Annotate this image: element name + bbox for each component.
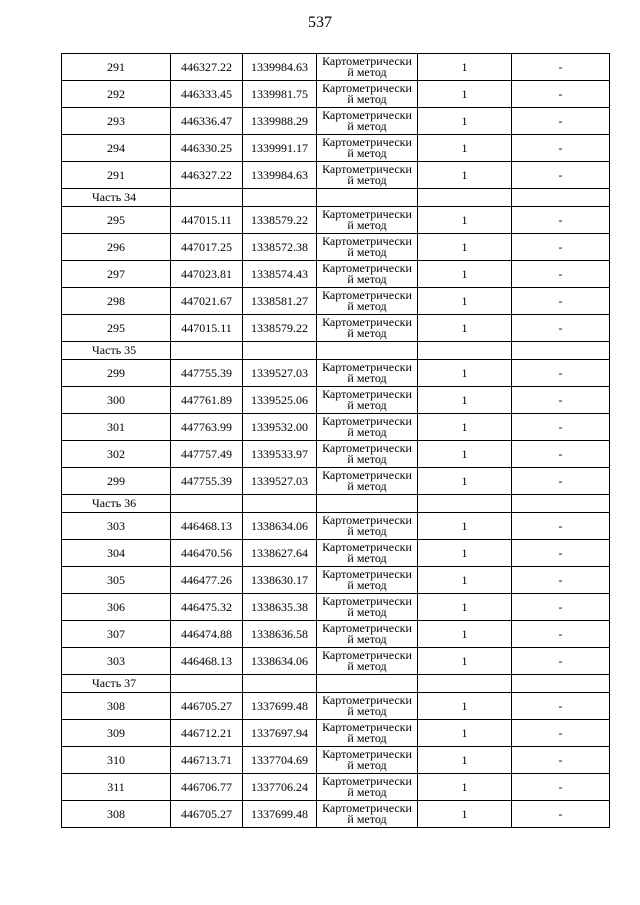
description-value: -: [512, 261, 610, 288]
method-text-line1: Картометрически: [322, 135, 412, 149]
point-number: 302: [62, 441, 171, 468]
method-text-line1: Картометрически: [322, 162, 412, 176]
point-number: 299: [62, 468, 171, 495]
method-text-line2: й метод: [347, 299, 387, 313]
point-number: 308: [62, 693, 171, 720]
table-row: [62, 720, 610, 747]
description-value: -: [512, 774, 610, 801]
method-cell: [317, 441, 418, 468]
method-text-line1: Картометрически: [322, 621, 412, 635]
method-text-line2: й метод: [347, 272, 387, 286]
table-row: [62, 108, 610, 135]
method-text-line1: Картометрически: [322, 567, 412, 581]
accuracy-value: 1: [418, 621, 512, 648]
description-value: -: [512, 540, 610, 567]
description-value: -: [512, 648, 610, 675]
point-number: 293: [62, 108, 171, 135]
method-text-line1: Картометрически: [322, 288, 412, 302]
coordinate-y: 1338579.22: [243, 315, 317, 342]
coordinate-y: 1339981.75: [243, 81, 317, 108]
method-cell: [317, 108, 418, 135]
coordinate-x: 447021.67: [171, 288, 243, 315]
method-text-line2: й метод: [347, 605, 387, 619]
method-text-line1: Картометрически: [322, 648, 412, 662]
method-text-line2: й метод: [347, 452, 387, 466]
method-cell: [317, 234, 418, 261]
point-number: 310: [62, 747, 171, 774]
description-value: -: [512, 747, 610, 774]
method-text-line2: й метод: [347, 218, 387, 232]
table-row: [62, 621, 610, 648]
accuracy-value: 1: [418, 414, 512, 441]
method-text-line1: Картометрически: [322, 468, 412, 482]
description-value: -: [512, 720, 610, 747]
method-text-line2: й метод: [347, 524, 387, 538]
method-cell: [317, 288, 418, 315]
method-text-line1: Картометрически: [322, 207, 412, 221]
empty-cell: [512, 189, 610, 207]
coordinate-x: 447015.11: [171, 315, 243, 342]
part-label: Часть 34: [62, 189, 171, 207]
method-cell: [317, 720, 418, 747]
accuracy-value: 1: [418, 594, 512, 621]
method-text-line2: й метод: [347, 704, 387, 718]
coordinate-x: 446474.88: [171, 621, 243, 648]
table-row: [62, 747, 610, 774]
method-text-line2: й метод: [347, 92, 387, 106]
method-text-line1: Картометрически: [322, 108, 412, 122]
table-row: [62, 513, 610, 540]
table-row: [62, 693, 610, 720]
table-row: [62, 315, 610, 342]
table-row: [62, 468, 610, 495]
method-text-line1: Картометрически: [322, 234, 412, 248]
description-value: -: [512, 594, 610, 621]
coordinate-y: 1339532.00: [243, 414, 317, 441]
accuracy-value: 1: [418, 207, 512, 234]
method-text-line1: Картометрически: [322, 387, 412, 401]
accuracy-value: 1: [418, 54, 512, 81]
accuracy-value: 1: [418, 261, 512, 288]
point-number: 304: [62, 540, 171, 567]
description-value: -: [512, 288, 610, 315]
coordinate-x: 447755.39: [171, 468, 243, 495]
method-text-line1: Картометрически: [322, 441, 412, 455]
description-value: -: [512, 135, 610, 162]
coordinate-y: 1339527.03: [243, 468, 317, 495]
coordinate-y: 1339525.06: [243, 387, 317, 414]
description-value: -: [512, 162, 610, 189]
page-number: 537: [308, 14, 332, 31]
empty-cell: [418, 675, 512, 693]
method-cell: [317, 387, 418, 414]
accuracy-value: 1: [418, 513, 512, 540]
method-cell: [317, 567, 418, 594]
empty-cell: [243, 495, 317, 513]
coordinate-x: 447763.99: [171, 414, 243, 441]
coordinate-y: 1337699.48: [243, 801, 317, 828]
method-text-line1: Картометрически: [322, 414, 412, 428]
empty-cell: [171, 495, 243, 513]
method-cell: [317, 540, 418, 567]
accuracy-value: 1: [418, 540, 512, 567]
coordinates-table: [61, 53, 610, 828]
table-row: [62, 162, 610, 189]
point-number: 300: [62, 387, 171, 414]
coordinate-y: 1339984.63: [243, 162, 317, 189]
description-value: -: [512, 468, 610, 495]
method-cell: [317, 594, 418, 621]
table-row: [62, 801, 610, 828]
coordinate-y: 1338627.64: [243, 540, 317, 567]
method-text-line1: Картометрически: [322, 261, 412, 275]
method-text-line1: Картометрически: [322, 720, 412, 734]
coordinate-y: 1339984.63: [243, 54, 317, 81]
description-value: -: [512, 414, 610, 441]
accuracy-value: 1: [418, 720, 512, 747]
accuracy-value: 1: [418, 135, 512, 162]
method-text-line2: й метод: [347, 812, 387, 826]
empty-cell: [317, 342, 418, 360]
method-cell: [317, 648, 418, 675]
method-text-line2: й метод: [347, 173, 387, 187]
coordinate-x: 447761.89: [171, 387, 243, 414]
accuracy-value: 1: [418, 234, 512, 261]
point-number: 303: [62, 513, 171, 540]
empty-cell: [512, 675, 610, 693]
description-value: -: [512, 108, 610, 135]
empty-cell: [171, 189, 243, 207]
table-row: [62, 135, 610, 162]
description-value: -: [512, 441, 610, 468]
description-value: -: [512, 234, 610, 261]
point-number: 298: [62, 288, 171, 315]
method-cell: [317, 774, 418, 801]
table-row: [62, 234, 610, 261]
method-cell: [317, 207, 418, 234]
table-row: [62, 288, 610, 315]
method-text-line1: Картометрически: [322, 54, 412, 68]
table-row: [62, 54, 610, 81]
method-text-line2: й метод: [347, 245, 387, 259]
empty-cell: [418, 189, 512, 207]
description-value: -: [512, 387, 610, 414]
coordinate-y: 1338572.38: [243, 234, 317, 261]
method-text-line2: й метод: [347, 65, 387, 79]
point-number: 296: [62, 234, 171, 261]
table-row: [62, 414, 610, 441]
method-text-line1: Картометрически: [322, 774, 412, 788]
method-cell: [317, 801, 418, 828]
point-number: 299: [62, 360, 171, 387]
coordinate-x: 446468.13: [171, 648, 243, 675]
coordinate-x: 446713.71: [171, 747, 243, 774]
coordinate-x: 446470.56: [171, 540, 243, 567]
method-cell: [317, 747, 418, 774]
table-row: [62, 261, 610, 288]
accuracy-value: 1: [418, 108, 512, 135]
point-number: 295: [62, 207, 171, 234]
point-number: 305: [62, 567, 171, 594]
method-text-line1: Картометрически: [322, 513, 412, 527]
method-cell: [317, 360, 418, 387]
coordinate-y: 1337697.94: [243, 720, 317, 747]
coordinate-y: 1338574.43: [243, 261, 317, 288]
coordinate-x: 447015.11: [171, 207, 243, 234]
empty-cell: [317, 495, 418, 513]
accuracy-value: 1: [418, 360, 512, 387]
method-cell: [317, 621, 418, 648]
coordinate-y: 1339533.97: [243, 441, 317, 468]
method-cell: [317, 261, 418, 288]
method-cell: [317, 162, 418, 189]
accuracy-value: 1: [418, 387, 512, 414]
accuracy-value: 1: [418, 747, 512, 774]
accuracy-value: 1: [418, 81, 512, 108]
coordinate-y: 1339991.17: [243, 135, 317, 162]
coordinate-x: 446705.27: [171, 693, 243, 720]
table-row: [62, 540, 610, 567]
coordinate-y: 1338636.58: [243, 621, 317, 648]
coordinate-y: 1339527.03: [243, 360, 317, 387]
method-text-line1: Картометрически: [322, 315, 412, 329]
method-cell: [317, 468, 418, 495]
table-row: [62, 360, 610, 387]
description-value: -: [512, 693, 610, 720]
method-cell: [317, 513, 418, 540]
table-row: [62, 567, 610, 594]
part-header-row: [62, 495, 610, 513]
point-number: 297: [62, 261, 171, 288]
method-text-line2: й метод: [347, 398, 387, 412]
accuracy-value: 1: [418, 288, 512, 315]
empty-cell: [418, 342, 512, 360]
table-row: [62, 81, 610, 108]
point-number: 308: [62, 801, 171, 828]
method-text-line2: й метод: [347, 479, 387, 493]
method-text-line1: Картометрически: [322, 81, 412, 95]
coordinate-y: 1337704.69: [243, 747, 317, 774]
point-number: 294: [62, 135, 171, 162]
empty-cell: [171, 675, 243, 693]
method-text-line1: Картометрически: [322, 693, 412, 707]
point-number: 311: [62, 774, 171, 801]
accuracy-value: 1: [418, 648, 512, 675]
coordinate-x: 446712.21: [171, 720, 243, 747]
part-label: Часть 35: [62, 342, 171, 360]
coordinate-y: 1337699.48: [243, 693, 317, 720]
table-row: [62, 648, 610, 675]
coordinate-x: 447017.25: [171, 234, 243, 261]
point-number: 307: [62, 621, 171, 648]
method-text-line1: Картометрически: [322, 360, 412, 374]
accuracy-value: 1: [418, 441, 512, 468]
description-value: -: [512, 315, 610, 342]
method-text-line1: Картометрически: [322, 540, 412, 554]
method-text-line1: Картометрически: [322, 747, 412, 761]
empty-cell: [512, 342, 610, 360]
point-number: 295: [62, 315, 171, 342]
method-text-line1: Картометрически: [322, 801, 412, 815]
method-text-line2: й метод: [347, 425, 387, 439]
method-cell: [317, 315, 418, 342]
point-number: 291: [62, 162, 171, 189]
accuracy-value: 1: [418, 801, 512, 828]
table-row: [62, 441, 610, 468]
coordinate-x: 446706.77: [171, 774, 243, 801]
empty-cell: [317, 675, 418, 693]
coordinate-x: 447023.81: [171, 261, 243, 288]
method-cell: [317, 54, 418, 81]
method-text-line2: й метод: [347, 659, 387, 673]
method-text-line2: й метод: [347, 551, 387, 565]
point-number: 301: [62, 414, 171, 441]
accuracy-value: 1: [418, 693, 512, 720]
empty-cell: [171, 342, 243, 360]
empty-cell: [512, 495, 610, 513]
part-label: Часть 36: [62, 495, 171, 513]
coordinate-x: 446333.45: [171, 81, 243, 108]
description-value: -: [512, 81, 610, 108]
accuracy-value: 1: [418, 567, 512, 594]
method-cell: [317, 135, 418, 162]
method-text-line2: й метод: [347, 326, 387, 340]
coordinate-y: 1338630.17: [243, 567, 317, 594]
coordinate-x: 447757.49: [171, 441, 243, 468]
method-cell: [317, 414, 418, 441]
method-text-line2: й метод: [347, 578, 387, 592]
description-value: -: [512, 54, 610, 81]
coordinate-x: 446475.32: [171, 594, 243, 621]
part-label: Часть 37: [62, 675, 171, 693]
accuracy-value: 1: [418, 468, 512, 495]
method-text-line2: й метод: [347, 371, 387, 385]
part-header-row: [62, 189, 610, 207]
coordinate-x: 446705.27: [171, 801, 243, 828]
method-cell: [317, 693, 418, 720]
method-text-line1: Картометрически: [322, 594, 412, 608]
coordinate-x: 446477.26: [171, 567, 243, 594]
point-number: 291: [62, 54, 171, 81]
method-text-line2: й метод: [347, 731, 387, 745]
point-number: 309: [62, 720, 171, 747]
coordinate-y: 1338634.06: [243, 648, 317, 675]
part-header-row: [62, 342, 610, 360]
table-row: [62, 207, 610, 234]
accuracy-value: 1: [418, 774, 512, 801]
point-number: 292: [62, 81, 171, 108]
method-text-line2: й метод: [347, 758, 387, 772]
description-value: -: [512, 360, 610, 387]
coordinate-x: 446468.13: [171, 513, 243, 540]
description-value: -: [512, 513, 610, 540]
coordinate-x: 446327.22: [171, 54, 243, 81]
empty-cell: [317, 189, 418, 207]
accuracy-value: 1: [418, 315, 512, 342]
coordinate-y: 1338581.27: [243, 288, 317, 315]
description-value: -: [512, 801, 610, 828]
coordinate-y: 1339988.29: [243, 108, 317, 135]
method-text-line2: й метод: [347, 785, 387, 799]
table-row: [62, 594, 610, 621]
coordinate-x: 447755.39: [171, 360, 243, 387]
description-value: -: [512, 567, 610, 594]
method-text-line2: й метод: [347, 119, 387, 133]
empty-cell: [418, 495, 512, 513]
coordinate-x: 446327.22: [171, 162, 243, 189]
description-value: -: [512, 621, 610, 648]
table-row: [62, 387, 610, 414]
coordinate-x: 446330.25: [171, 135, 243, 162]
accuracy-value: 1: [418, 162, 512, 189]
empty-cell: [243, 675, 317, 693]
coordinate-y: 1337706.24: [243, 774, 317, 801]
coordinate-y: 1338634.06: [243, 513, 317, 540]
description-value: -: [512, 207, 610, 234]
method-cell: [317, 81, 418, 108]
point-number: 303: [62, 648, 171, 675]
method-text-line2: й метод: [347, 632, 387, 646]
method-text-line2: й метод: [347, 146, 387, 160]
coordinate-y: 1338635.38: [243, 594, 317, 621]
coordinates-table-body: [62, 54, 610, 828]
coordinate-y: 1338579.22: [243, 207, 317, 234]
point-number: 306: [62, 594, 171, 621]
empty-cell: [243, 189, 317, 207]
empty-cell: [243, 342, 317, 360]
coordinate-x: 446336.47: [171, 108, 243, 135]
table-row: [62, 774, 610, 801]
part-header-row: [62, 675, 610, 693]
